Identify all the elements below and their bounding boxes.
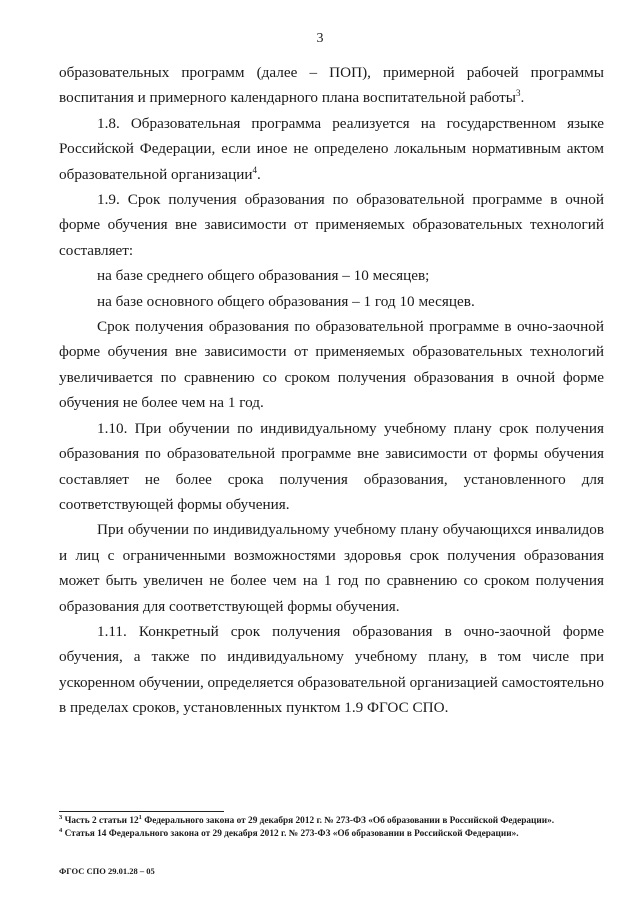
paragraph-1-10: 1.10. При обучении по индивидуальному учебному плану срок получения образования по образовательной программе вне зависимости от формы обучения составляет не более срока получения образования, установленного для соответствующей формы обучения. [59,419,604,513]
footnote-ref-4: 4 [252,164,258,175]
paragraph-1-8: 1.8. Образовательная программа реализуется на государственном языке Российской Федерации, если иное не определено локальным нормативным актом образовательной организации$^4$. [59,114,604,183]
paragraph-basic-base: на базе основного общего образования – 1 год 10 месяцев. [97,292,475,310]
document-code: ФГОС СПО 29.01.28 – 05 [59,866,155,876]
paragraph-1-11: 1.11. Конкретный срок получения образования в очно-заочной форме обучения, а также по индивидуальному учебному плану, в том числе при ускоренном обучении, определяется образовательной организацией самостоятельно в пределах сроков, установленных пунктом 1.9 ФГОС СПО. [59,622,604,717]
paragraph-part-time: Срок получения образования по образовательной программе в очно-заочной форме обучения вне зависимости от применяемых образовательных технологий увеличивается по сравнению со сроком получения образования в очной форме обучения не более чем на 1 год. [59,318,604,412]
footnote-divider [59,811,224,812]
body-text [59,60,604,721]
paragraph-disabled: При обучении по индивидуальному учебному плану обучающихся инвалидов и лиц с ограниченными возможностями здоровья срок получения образования может быть увеличен не более чем на 1 год по сравнению со сроком получения образования для соответствующей формы обучения. [59,521,604,615]
footnotes [59,815,604,841]
paragraph-1-9: 1.9. Срок получения образования по образовательной программе в очной форме обучения вне зависимости от применяемых образовательных технологий составляет: [59,191,604,259]
footnote-3: $^3$ Часть 2 статьи $12^1$ Федерального закона от 29 декабря 2012 г. № 273-ФЗ «Об образовании в Российской Федерации». [59,813,555,826]
paragraph-pop: образовательных программ (далее – ПОП), примерной рабочей программы воспитания и примерного календарного плана воспитательной работы$^3$. [59,64,604,107]
footnote-ref-3: 3 [515,88,521,99]
page-number: 3 [316,31,324,46]
footnote-4: $^4$ Статья 14 Федерального закона от 29 декабря 2012 г. № 273-ФЗ «Об образовании в Российской Федерации». [59,826,519,839]
paragraph-secondary-base: на базе среднего общего образования – 10 месяцев; [97,267,430,285]
